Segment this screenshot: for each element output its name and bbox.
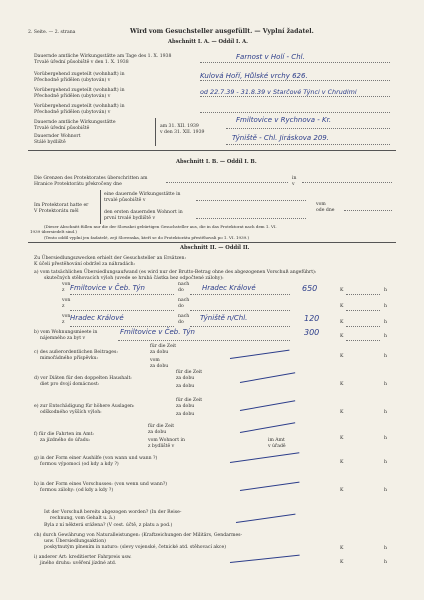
form-title: Wird vom Gesuchsteller ausgefüllt. — Vyplní žadatel. xyxy=(130,28,314,35)
vom-wohnort-label: vom Wohnort in xyxy=(148,438,185,443)
zadobu-label: za dobu xyxy=(176,404,195,409)
im-amt-label: im Amt xyxy=(268,438,285,443)
s2-i-2: jiného druhu: uvěření jízdné atd. xyxy=(40,561,117,566)
s1b-v: v xyxy=(292,182,295,187)
s1a-l3: Vorübergehend zugeteilt (wohnhaft) in xyxy=(34,72,125,77)
fz-label: für die Zeit xyxy=(148,424,175,429)
k-label: K xyxy=(340,436,344,441)
field-line xyxy=(200,62,390,63)
z-label: z xyxy=(62,288,65,293)
field-line xyxy=(200,96,390,97)
s1a-l12: Stálé bydliště xyxy=(34,140,66,145)
do-label: do xyxy=(178,320,184,325)
handwritten-temporary: od 22.7.39 - 31.8.39 v Starčové Týnci v Chrudimi xyxy=(200,88,357,96)
s1a-l4: Přechodně přidělen (ubytován) v xyxy=(34,78,111,83)
amount-line xyxy=(346,326,380,327)
s2-ch-1: ch) durch Gewährung von Naturalleistungen: (Kraftzeichungen der Militärs, Gendarmes- xyxy=(34,533,243,538)
s1b-vom: vom xyxy=(316,202,326,207)
handwritten-residence-1939: Týniště - Chl. Jiráskova 209. xyxy=(232,134,329,142)
row2-amount: 120 xyxy=(304,314,320,323)
k-label: K xyxy=(340,354,344,359)
k-label: K xyxy=(340,382,344,387)
zadobu-label: za dobu xyxy=(150,350,169,355)
s2-h-2: formou zálohy: (od kdy a kdy ?) xyxy=(40,488,114,493)
s2-q-1: Ist der Vorschuß bereits abgezogen worden? (In der Reise- xyxy=(44,510,182,515)
k-label: K xyxy=(340,410,344,415)
zadobu-label: za dobu xyxy=(176,376,195,381)
h-label: h xyxy=(384,288,387,293)
s2-intro-2: K účeli přestěhování obdržel za náhradách: xyxy=(34,262,136,267)
field-line xyxy=(200,80,390,81)
s2-ch-2: usw. Übersiedlungsaktion) xyxy=(44,539,106,544)
k-label: K xyxy=(340,320,344,325)
s1b-l1: Die Grenzen des Protektorates überschritten am xyxy=(34,176,148,181)
amount-line xyxy=(346,294,380,295)
s1a-l8: Přechodně přidělen (ubytován) v xyxy=(34,110,111,115)
handwritten-workplace-1939: Fmiltovice v Rychnova - Kr. xyxy=(236,116,332,124)
h-label: h xyxy=(384,460,387,465)
h-label: h xyxy=(384,560,387,565)
h-label: h xyxy=(384,382,387,387)
date-de: am 31. XII. 1939 xyxy=(160,124,199,129)
s1b-note-2: 1939 übersiedelt sind.) xyxy=(30,229,77,234)
s1b-note-3: (Tento oddíl vyplní jen žadatelé, zejí Slovenska, kteří se do Protektorátu přestěhovali po 1. VI. 1939.) xyxy=(44,235,249,240)
s1b-l8: první trvalé bydliště v xyxy=(104,216,156,221)
row3-amount: 300 xyxy=(304,328,320,337)
s2-b-1: b) vom Wohnungsmieete in xyxy=(34,330,98,335)
row2-from: Hradec Králové xyxy=(70,314,124,322)
field-line xyxy=(344,210,392,211)
field-line xyxy=(302,182,392,183)
s1a-l11: Dauernder Wohnort xyxy=(34,134,81,139)
z-label: z xyxy=(62,320,65,325)
divider xyxy=(28,242,396,243)
h-label: h xyxy=(384,488,387,493)
z-bydliste-label: z bydliště v xyxy=(148,444,175,449)
row1-amount: 650 xyxy=(302,284,318,293)
fz-label: für die Zeit xyxy=(150,344,177,349)
s1b-l4: trvalé působiště v xyxy=(104,198,146,203)
cancel-stroke xyxy=(230,555,300,563)
s1b-l7: den ersten dauernden Wohnort in xyxy=(104,210,183,215)
field-line xyxy=(200,112,390,113)
s2-b-2: nájemného za byt v xyxy=(40,336,86,341)
von-label: von xyxy=(62,298,71,303)
field-line xyxy=(190,326,290,327)
s1b-l6: V Protektorátu měl xyxy=(34,209,79,214)
s2-q-2: rechnung, vom Gehalt u. ä.) xyxy=(50,516,116,521)
field-line xyxy=(196,218,306,219)
row3-place: Fmiltovice v Čeb. Týn xyxy=(120,328,195,336)
s1b-in: in xyxy=(292,176,297,181)
s2-c-1: c) des außerordentlichen Beitrages: xyxy=(34,350,118,355)
s1a-l9: Dauernde amtliche Wirkungsstätte xyxy=(34,120,116,125)
k-label: K xyxy=(340,288,344,293)
v-urade-label: v úřadě xyxy=(268,444,286,449)
h-label: h xyxy=(384,304,387,309)
s2-e-1: e) zur Entschädigung für höhere Auslagen: xyxy=(34,404,135,409)
s2-c-2: mimořádného příspěvku: xyxy=(40,356,99,361)
bracket-line xyxy=(155,118,156,146)
field-line xyxy=(190,310,290,311)
field-line xyxy=(226,144,390,145)
cancel-stroke xyxy=(240,422,295,433)
fz-label: für die Zeit xyxy=(176,398,203,403)
nach-label: nach xyxy=(178,314,190,319)
von-label: von xyxy=(62,282,71,287)
k-label: K xyxy=(340,460,344,465)
s2-i-1: i) anderer Art: kreditierter Fahrpreis usw. xyxy=(34,555,132,560)
zadobu-label: za dobu xyxy=(176,412,195,417)
s2-f-1: f) für die Fahrten im Amt: xyxy=(34,432,94,437)
vom-label: vom xyxy=(150,358,160,363)
s1a-l2: Trvalé úřední působiště v den 1. X. 1938 xyxy=(34,60,129,65)
field-line xyxy=(226,128,390,129)
cancel-stroke xyxy=(240,482,300,491)
row2-to: Týniště n/Chl. xyxy=(200,314,248,322)
fz-label: für die Zeit xyxy=(176,370,203,375)
cancel-stroke xyxy=(236,514,296,523)
von-label: von xyxy=(62,314,71,319)
h-label: h xyxy=(384,320,387,325)
section-1b-title: Abschnitt I. B. — Oddíl I. B. xyxy=(176,159,257,165)
field-line xyxy=(70,310,174,311)
s2-ch-3: poskytnutým plnením in naturo: (slevy vojenské, četnické atd. stěhovací akce) xyxy=(44,545,227,550)
do-label: do xyxy=(178,304,184,309)
k-label: K xyxy=(340,488,344,493)
nach-label: nach xyxy=(178,298,190,303)
s2-g-2: formou výpomoci (od kdy a kdy ?) xyxy=(40,462,119,467)
amount-line xyxy=(346,310,380,311)
row1-from: Fmiltovice v Čeb. Týn xyxy=(70,284,145,292)
field-line xyxy=(166,182,288,183)
section-2-title: Abschnitt II. — Oddíl II. xyxy=(180,245,250,251)
s1b-l5: Im Protektorat hatte er xyxy=(34,203,89,208)
cancel-stroke xyxy=(240,372,295,383)
h-label: h xyxy=(384,410,387,415)
s1a-l6: Přechodně přidělen (ubytován) v xyxy=(34,94,111,99)
cancel-stroke xyxy=(230,452,299,463)
page-label: 2. Seite. — 2. strana xyxy=(28,30,76,35)
cancel-stroke xyxy=(240,400,295,411)
amount-line xyxy=(346,340,380,341)
k-label: K xyxy=(340,304,344,309)
field-line xyxy=(190,294,290,295)
h-label: h xyxy=(384,546,387,551)
h-label: h xyxy=(384,436,387,441)
s1b-note-1: (Dieser Abschnitt füllen nur die der Slowakei gebürtigen Gesuchsteller aus, die in das Protektorat nach dem 1. VI. xyxy=(44,224,277,229)
s2-d-2: diet pro dvojí domácnost: xyxy=(40,382,100,387)
bracket-line xyxy=(100,190,101,224)
field-line xyxy=(118,340,290,341)
handwritten-workplace: Farnost v Holí - Chl. xyxy=(236,53,305,61)
field-line xyxy=(70,326,174,327)
h-label: h xyxy=(384,354,387,359)
s2-intro-1: Zu Übersiedlungszwecken erhielt der Gesuchsteller an Ersätzen: xyxy=(34,256,186,261)
cancel-stroke xyxy=(230,350,290,359)
s1b-l2: Hranice Protektorátu překročeny dne xyxy=(34,182,122,187)
s2-a-1: a) vom tatsächlichen Übersiedlungsaufwand (es wird nur der Brutto-Betrag ohne des abgezogenen Vorschuß angeführt): xyxy=(34,270,317,275)
section-1a-title: Abschnitt I. A. — Oddíl I. A. xyxy=(168,39,248,45)
k-label: K xyxy=(340,334,344,339)
s2-e-2: odškodného vyšších výloh: xyxy=(40,410,102,415)
zadobu-label: za dobu xyxy=(148,430,167,435)
s2-d-1: d) vor Diäten für den doppelten Haushalt: xyxy=(34,376,132,381)
s1a-l1: Dauernde amtliche Wirkungsstätte am Tage des 1. X. 1938 xyxy=(34,54,172,59)
zadobu-label: za dobu xyxy=(150,364,169,369)
s2-g-1: g) in der Form einer Aushilfe (von wann und wann ?) xyxy=(34,456,158,461)
row1-to: Hradec Králové xyxy=(202,284,256,292)
field-line xyxy=(70,294,174,295)
do-label: do xyxy=(178,288,184,293)
divider xyxy=(28,150,396,151)
s1a-l10: Trvalé úřední působiště xyxy=(34,126,90,131)
s1b-l3: eine dauernde Wirkungsstätte in xyxy=(104,192,181,197)
s2-h-1: h) in der Form eines Vorschusses: (von wenn und wann?) xyxy=(34,482,168,487)
s1a-l5: Vorübergehend zugeteilt (wohnhaft) in xyxy=(34,88,125,93)
handwritten-residence: Kulová Hoří, Hůlské vrchy 626. xyxy=(200,72,308,80)
s2-q-3: Byla z ní některá srážena? (V cest. účtě, z platu a pod.) xyxy=(44,523,173,528)
nach-label: nach xyxy=(178,282,190,287)
s1b-ode: ode dne xyxy=(316,208,335,213)
field-line xyxy=(196,200,306,201)
h-label: h xyxy=(384,334,387,339)
s2-f-2: za jízdného do úřadu: xyxy=(40,438,91,443)
s1a-l7: Vorübergehend zugeteilt (wohnhaft) in xyxy=(34,104,125,109)
k-label: K xyxy=(340,546,344,551)
zadobu-label: za dobu xyxy=(176,384,195,389)
date-cz: v den 31. XII. 1939 xyxy=(160,130,205,135)
z-label: z xyxy=(62,304,65,309)
k-label: K xyxy=(340,560,344,565)
s2-a-2: skutečných stěhovacích výloh (uvede se hrubá částka bez odpočtené zálohy): xyxy=(44,276,224,281)
